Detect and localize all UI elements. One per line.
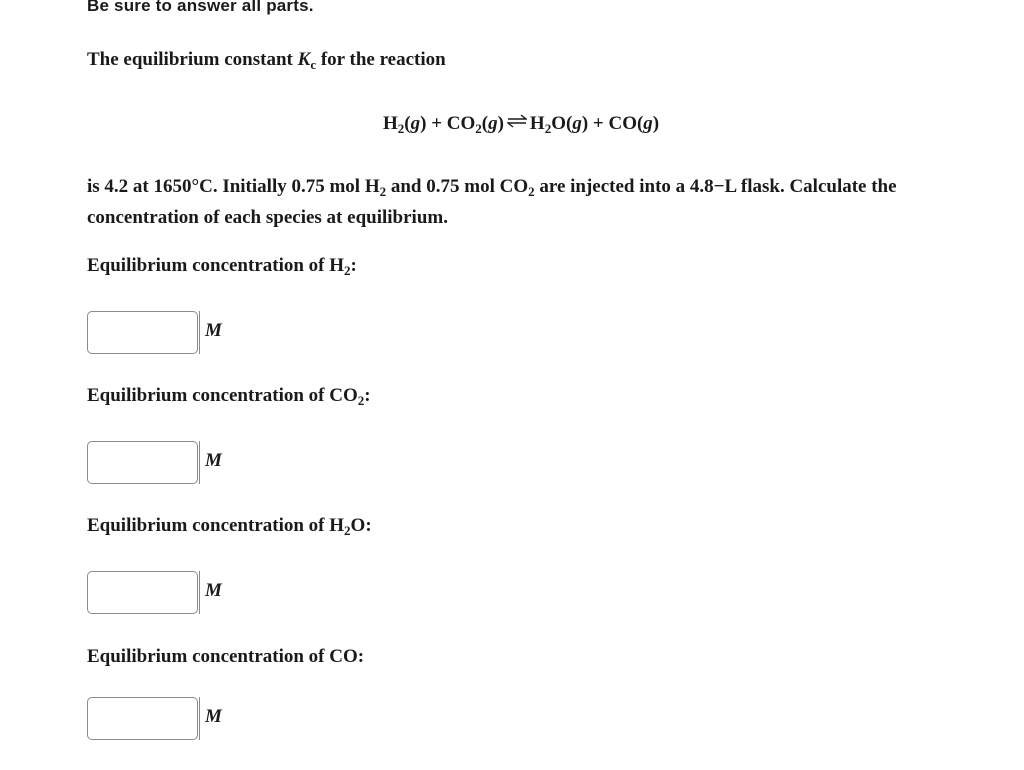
q-sub: 2	[357, 393, 365, 408]
reaction-equation: $H_2(g) + CO_2(g) H_2O(g) + CO(g)$	[383, 113, 660, 136]
eq-phase: g	[410, 113, 421, 134]
eq-plus: +	[426, 113, 447, 134]
question-h2o-label	[87, 515, 372, 537]
eq-co2-sub: 2	[475, 121, 482, 136]
q-suffix: O:	[350, 515, 372, 536]
q-suffix: :	[350, 255, 357, 276]
question-h2-label	[87, 255, 357, 277]
q-sub: 2	[344, 523, 351, 538]
intro-suffix: for the reaction	[316, 49, 446, 70]
equilibrium-arrow-icon	[507, 114, 527, 128]
q-text: Equilibrium concentration of H	[87, 515, 345, 536]
problem-paragraph	[87, 171, 997, 233]
question-co-label	[87, 646, 364, 668]
intro-prefix: The equilibrium constant	[87, 49, 298, 70]
instruction-text: Be sure to answer all parts.	[87, 0, 314, 15]
h2-concentration-input[interactable]	[87, 311, 198, 354]
para-part3: are injected into a 4.8−L flask. Calculate the concentration of each species at equilibrium.	[87, 176, 897, 228]
k-symbol: K	[297, 49, 311, 70]
unit-molar: M	[205, 580, 222, 601]
unit-molar: M	[205, 320, 222, 341]
para-sub1: 2	[379, 184, 387, 199]
eq-phase: g	[572, 113, 582, 134]
eq-h2: H	[383, 113, 398, 134]
para-part1: is 4.2 at 1650°C. Initially 0.75 mol H	[87, 176, 380, 197]
h2o-concentration-input[interactable]	[87, 571, 198, 614]
eq-phase: g	[643, 113, 653, 134]
q-sub: 2	[344, 263, 351, 278]
eq-co: CO	[608, 113, 637, 134]
intro-text	[87, 49, 446, 71]
q-text: Equilibrium concentration of CO:	[87, 646, 365, 667]
q-text: Equilibrium concentration of CO	[87, 385, 358, 406]
eq-plus: +	[588, 113, 609, 134]
k-subscript: c	[310, 57, 317, 72]
question-co2-label	[87, 385, 371, 407]
unit-molar: M	[205, 706, 222, 727]
eq-phase: g	[488, 113, 498, 134]
para-sub2: 2	[528, 184, 535, 199]
eq-h2o-o: O	[551, 113, 566, 134]
co-concentration-input[interactable]	[87, 697, 198, 740]
co2-concentration-input[interactable]	[87, 441, 198, 484]
q-text: Equilibrium concentration of H	[87, 255, 345, 276]
eq-co2: CO	[446, 113, 476, 134]
eq-h2o-h: H	[529, 113, 545, 134]
para-part2: and 0.75 mol CO	[386, 176, 529, 197]
eq-h2-sub: 2	[397, 121, 405, 136]
q-suffix: :	[364, 385, 371, 406]
unit-molar: M	[205, 450, 222, 471]
eq-h2o-sub: 2	[544, 121, 552, 136]
